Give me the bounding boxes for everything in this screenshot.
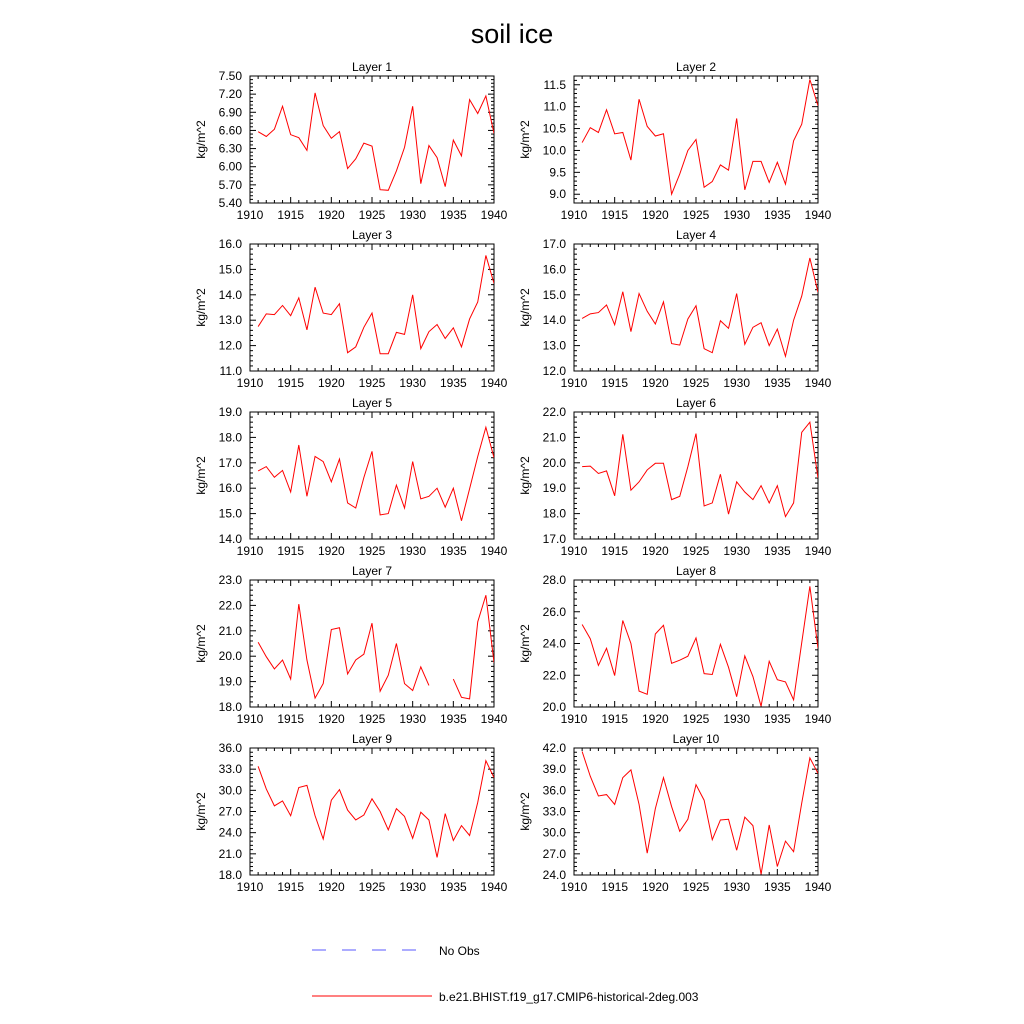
- y-tick-label: 18.0: [218, 700, 242, 714]
- x-tick-label: 1925: [682, 712, 710, 726]
- x-tick-label: 1940: [480, 544, 508, 558]
- x-tick-label: 1910: [560, 712, 588, 726]
- y-tick-label: 39.0: [542, 762, 566, 777]
- x-tick-label: 1920: [317, 880, 345, 894]
- x-tick-label: 1930: [399, 712, 427, 726]
- x-tick-label: 1935: [763, 544, 791, 558]
- y-tick-label: 26.0: [542, 604, 566, 619]
- x-tick-label: 1920: [641, 208, 669, 222]
- y-tick-label: 30.0: [542, 825, 566, 840]
- y-tick-label: 13.0: [218, 313, 242, 328]
- x-tick-label: 1935: [763, 376, 791, 390]
- panel-title: Layer 4: [675, 228, 717, 242]
- y-tick-label: 11.0: [219, 364, 242, 378]
- y-axis-label: kg/m^2: [194, 624, 208, 663]
- x-tick-label: 1925: [358, 376, 386, 390]
- panel-title: Layer 1: [351, 60, 393, 74]
- y-tick-label: 24.0: [542, 636, 566, 651]
- x-tick-label: 1925: [682, 208, 710, 222]
- chart-panel: [194, 228, 508, 390]
- x-tick-label: 1925: [358, 544, 386, 558]
- chart-panel: [194, 732, 508, 894]
- y-tick-label: 18.0: [218, 430, 242, 445]
- x-tick-label: 1930: [723, 208, 751, 222]
- x-tick-label: 1940: [480, 208, 508, 222]
- x-tick-label: 1940: [804, 376, 832, 390]
- y-tick-label: 18.0: [542, 506, 566, 521]
- x-tick-label: 1920: [641, 712, 669, 726]
- legend: [312, 944, 699, 1004]
- y-axis-label: kg/m^2: [194, 792, 208, 831]
- y-tick-label: 21.0: [218, 846, 242, 861]
- x-tick-label: 1920: [317, 544, 345, 558]
- y-tick-label: 9.0: [549, 187, 566, 202]
- x-tick-label: 1940: [804, 880, 832, 894]
- x-tick-label: 1940: [804, 712, 832, 726]
- y-tick-label: 20.0: [218, 649, 242, 664]
- y-axis-label: kg/m^2: [194, 120, 208, 159]
- x-tick-label: 1935: [763, 712, 791, 726]
- x-tick-label: 1925: [358, 880, 386, 894]
- x-tick-label: 1925: [682, 544, 710, 558]
- x-tick-label: 1915: [601, 376, 629, 390]
- x-tick-label: 1940: [804, 544, 832, 558]
- y-tick-label: 22.0: [542, 405, 566, 419]
- series-line: [582, 80, 818, 195]
- x-tick-label: 1930: [723, 376, 751, 390]
- y-tick-label: 12.0: [542, 364, 566, 378]
- y-tick-label: 16.0: [542, 262, 566, 277]
- y-tick-label: 27.0: [542, 846, 566, 861]
- plot-frame: [574, 748, 818, 875]
- x-tick-label: 1915: [277, 376, 305, 390]
- plot-frame: [250, 748, 494, 875]
- chart-panel: [194, 564, 508, 726]
- series-line: [582, 258, 818, 356]
- plot-frame: [250, 76, 494, 203]
- x-tick-label: 1940: [804, 208, 832, 222]
- x-tick-label: 1915: [277, 880, 305, 894]
- x-tick-label: 1925: [358, 712, 386, 726]
- x-tick-label: 1910: [560, 880, 588, 894]
- chart-panel: [518, 396, 832, 558]
- x-tick-label: 1920: [641, 376, 669, 390]
- y-axis-label: kg/m^2: [518, 792, 532, 831]
- y-tick-label: 9.5: [549, 165, 566, 180]
- x-tick-label: 1940: [480, 376, 508, 390]
- y-tick-label: 22.0: [542, 668, 566, 683]
- x-tick-label: 1915: [277, 208, 305, 222]
- chart-panel: [518, 564, 832, 726]
- x-tick-label: 1920: [317, 208, 345, 222]
- x-tick-label: 1920: [317, 376, 345, 390]
- y-tick-label: 19.0: [218, 405, 242, 419]
- y-tick-label: 20.0: [542, 455, 566, 470]
- panel-title: Layer 2: [675, 60, 717, 74]
- y-tick-label: 7.50: [218, 69, 242, 83]
- x-tick-label: 1940: [480, 712, 508, 726]
- y-tick-label: 22.0: [218, 598, 242, 613]
- y-tick-label: 36.0: [542, 783, 566, 798]
- y-tick-label: 5.40: [218, 196, 242, 210]
- chart-panel: [518, 228, 832, 390]
- y-tick-label: 15.0: [218, 262, 242, 277]
- y-tick-label: 7.20: [218, 87, 242, 102]
- y-tick-label: 15.0: [218, 506, 242, 521]
- chart-panel: [194, 396, 508, 558]
- x-tick-label: 1925: [682, 376, 710, 390]
- y-tick-label: 19.0: [218, 674, 242, 689]
- y-tick-label: 16.0: [218, 237, 242, 251]
- y-tick-label: 33.0: [542, 804, 566, 819]
- x-tick-label: 1930: [723, 880, 751, 894]
- y-tick-label: 5.70: [218, 177, 242, 192]
- y-tick-label: 17.0: [218, 455, 242, 470]
- series-line: [582, 752, 818, 875]
- x-tick-label: 1920: [317, 712, 345, 726]
- x-tick-label: 1930: [723, 544, 751, 558]
- y-tick-label: 16.0: [218, 481, 242, 496]
- x-tick-label: 1920: [641, 544, 669, 558]
- y-tick-label: 17.0: [542, 532, 566, 546]
- x-tick-label: 1910: [236, 208, 264, 222]
- y-tick-label: 20.0: [542, 700, 566, 714]
- x-tick-label: 1935: [763, 880, 791, 894]
- x-tick-label: 1930: [399, 880, 427, 894]
- y-axis-label: kg/m^2: [518, 120, 532, 159]
- y-tick-label: 14.0: [218, 532, 242, 546]
- series-line: [258, 93, 494, 190]
- y-tick-label: 6.30: [218, 141, 242, 156]
- series-line: [258, 427, 494, 520]
- series-line: [582, 586, 818, 706]
- chart-panel: [194, 60, 508, 222]
- legend-obs-label: No Obs: [439, 944, 480, 958]
- x-tick-label: 1915: [601, 208, 629, 222]
- x-tick-label: 1935: [439, 544, 467, 558]
- plot-frame: [574, 412, 818, 539]
- plot-frame: [574, 580, 818, 707]
- x-tick-label: 1935: [439, 880, 467, 894]
- x-tick-label: 1910: [236, 544, 264, 558]
- x-tick-label: 1915: [601, 880, 629, 894]
- x-tick-label: 1930: [399, 208, 427, 222]
- x-tick-label: 1935: [439, 376, 467, 390]
- y-tick-label: 28.0: [542, 573, 566, 587]
- panel-title: Layer 3: [351, 228, 393, 242]
- x-tick-label: 1915: [277, 712, 305, 726]
- x-tick-label: 1940: [480, 880, 508, 894]
- y-tick-label: 6.60: [218, 123, 242, 138]
- panel-title: Layer 9: [351, 732, 393, 746]
- chart-panel: [518, 60, 832, 222]
- y-tick-label: 6.90: [218, 105, 242, 120]
- legend-model-label: b.e21.BHIST.f19_g17.CMIP6-historical-2deg.003: [439, 990, 699, 1004]
- y-tick-label: 23.0: [218, 573, 242, 587]
- y-tick-label: 24.0: [218, 825, 242, 840]
- y-axis-label: kg/m^2: [518, 456, 532, 495]
- series-line: [258, 761, 494, 858]
- y-tick-label: 24.0: [542, 868, 566, 882]
- x-tick-label: 1925: [682, 880, 710, 894]
- x-tick-label: 1915: [277, 544, 305, 558]
- y-axis-label: kg/m^2: [518, 624, 532, 663]
- y-tick-label: 10.5: [542, 121, 566, 136]
- y-tick-label: 10.0: [542, 143, 566, 158]
- x-tick-label: 1910: [236, 712, 264, 726]
- x-tick-label: 1910: [236, 880, 264, 894]
- x-tick-label: 1910: [236, 376, 264, 390]
- figure-title: soil ice: [470, 19, 554, 49]
- y-tick-label: 12.0: [218, 338, 242, 353]
- x-tick-label: 1920: [641, 880, 669, 894]
- y-tick-label: 11.0: [543, 99, 566, 114]
- series-line: [258, 595, 494, 699]
- y-axis-label: kg/m^2: [518, 288, 532, 327]
- y-tick-label: 36.0: [218, 741, 242, 755]
- y-axis-label: kg/m^2: [194, 288, 208, 327]
- x-tick-label: 1910: [560, 544, 588, 558]
- panel-title: Layer 5: [351, 396, 393, 410]
- y-tick-label: 42.0: [542, 741, 566, 755]
- x-tick-label: 1910: [560, 376, 588, 390]
- x-tick-label: 1930: [399, 544, 427, 558]
- x-tick-label: 1925: [358, 208, 386, 222]
- chart-panel: [518, 732, 832, 894]
- x-tick-label: 1935: [763, 208, 791, 222]
- plot-frame: [250, 244, 494, 371]
- y-tick-label: 21.0: [542, 430, 566, 445]
- y-tick-label: 27.0: [218, 804, 242, 819]
- series-line: [582, 422, 818, 516]
- y-tick-label: 21.0: [218, 623, 242, 638]
- x-tick-label: 1935: [439, 208, 467, 222]
- y-axis-label: kg/m^2: [194, 456, 208, 495]
- panel-title: Layer 6: [675, 396, 717, 410]
- y-tick-label: 19.0: [542, 481, 566, 496]
- x-tick-label: 1910: [560, 208, 588, 222]
- y-tick-label: 18.0: [218, 868, 242, 882]
- x-tick-label: 1915: [601, 712, 629, 726]
- x-tick-label: 1930: [399, 376, 427, 390]
- y-tick-label: 33.0: [218, 762, 242, 777]
- panels: [194, 60, 832, 894]
- y-tick-label: 17.0: [542, 237, 566, 251]
- x-tick-label: 1915: [601, 544, 629, 558]
- panel-title: Layer 10: [672, 732, 720, 746]
- y-tick-label: 14.0: [218, 287, 242, 302]
- y-tick-label: 11.5: [543, 77, 566, 92]
- panel-title: Layer 7: [351, 564, 393, 578]
- y-tick-label: 30.0: [218, 783, 242, 798]
- x-tick-label: 1930: [723, 712, 751, 726]
- y-tick-label: 13.0: [542, 338, 566, 353]
- y-tick-label: 15.0: [542, 287, 566, 302]
- series-line: [258, 255, 494, 353]
- x-tick-label: 1935: [439, 712, 467, 726]
- y-tick-label: 6.00: [218, 159, 242, 174]
- plot-frame: [250, 412, 494, 539]
- panel-title: Layer 8: [675, 564, 717, 578]
- y-tick-label: 14.0: [542, 313, 566, 328]
